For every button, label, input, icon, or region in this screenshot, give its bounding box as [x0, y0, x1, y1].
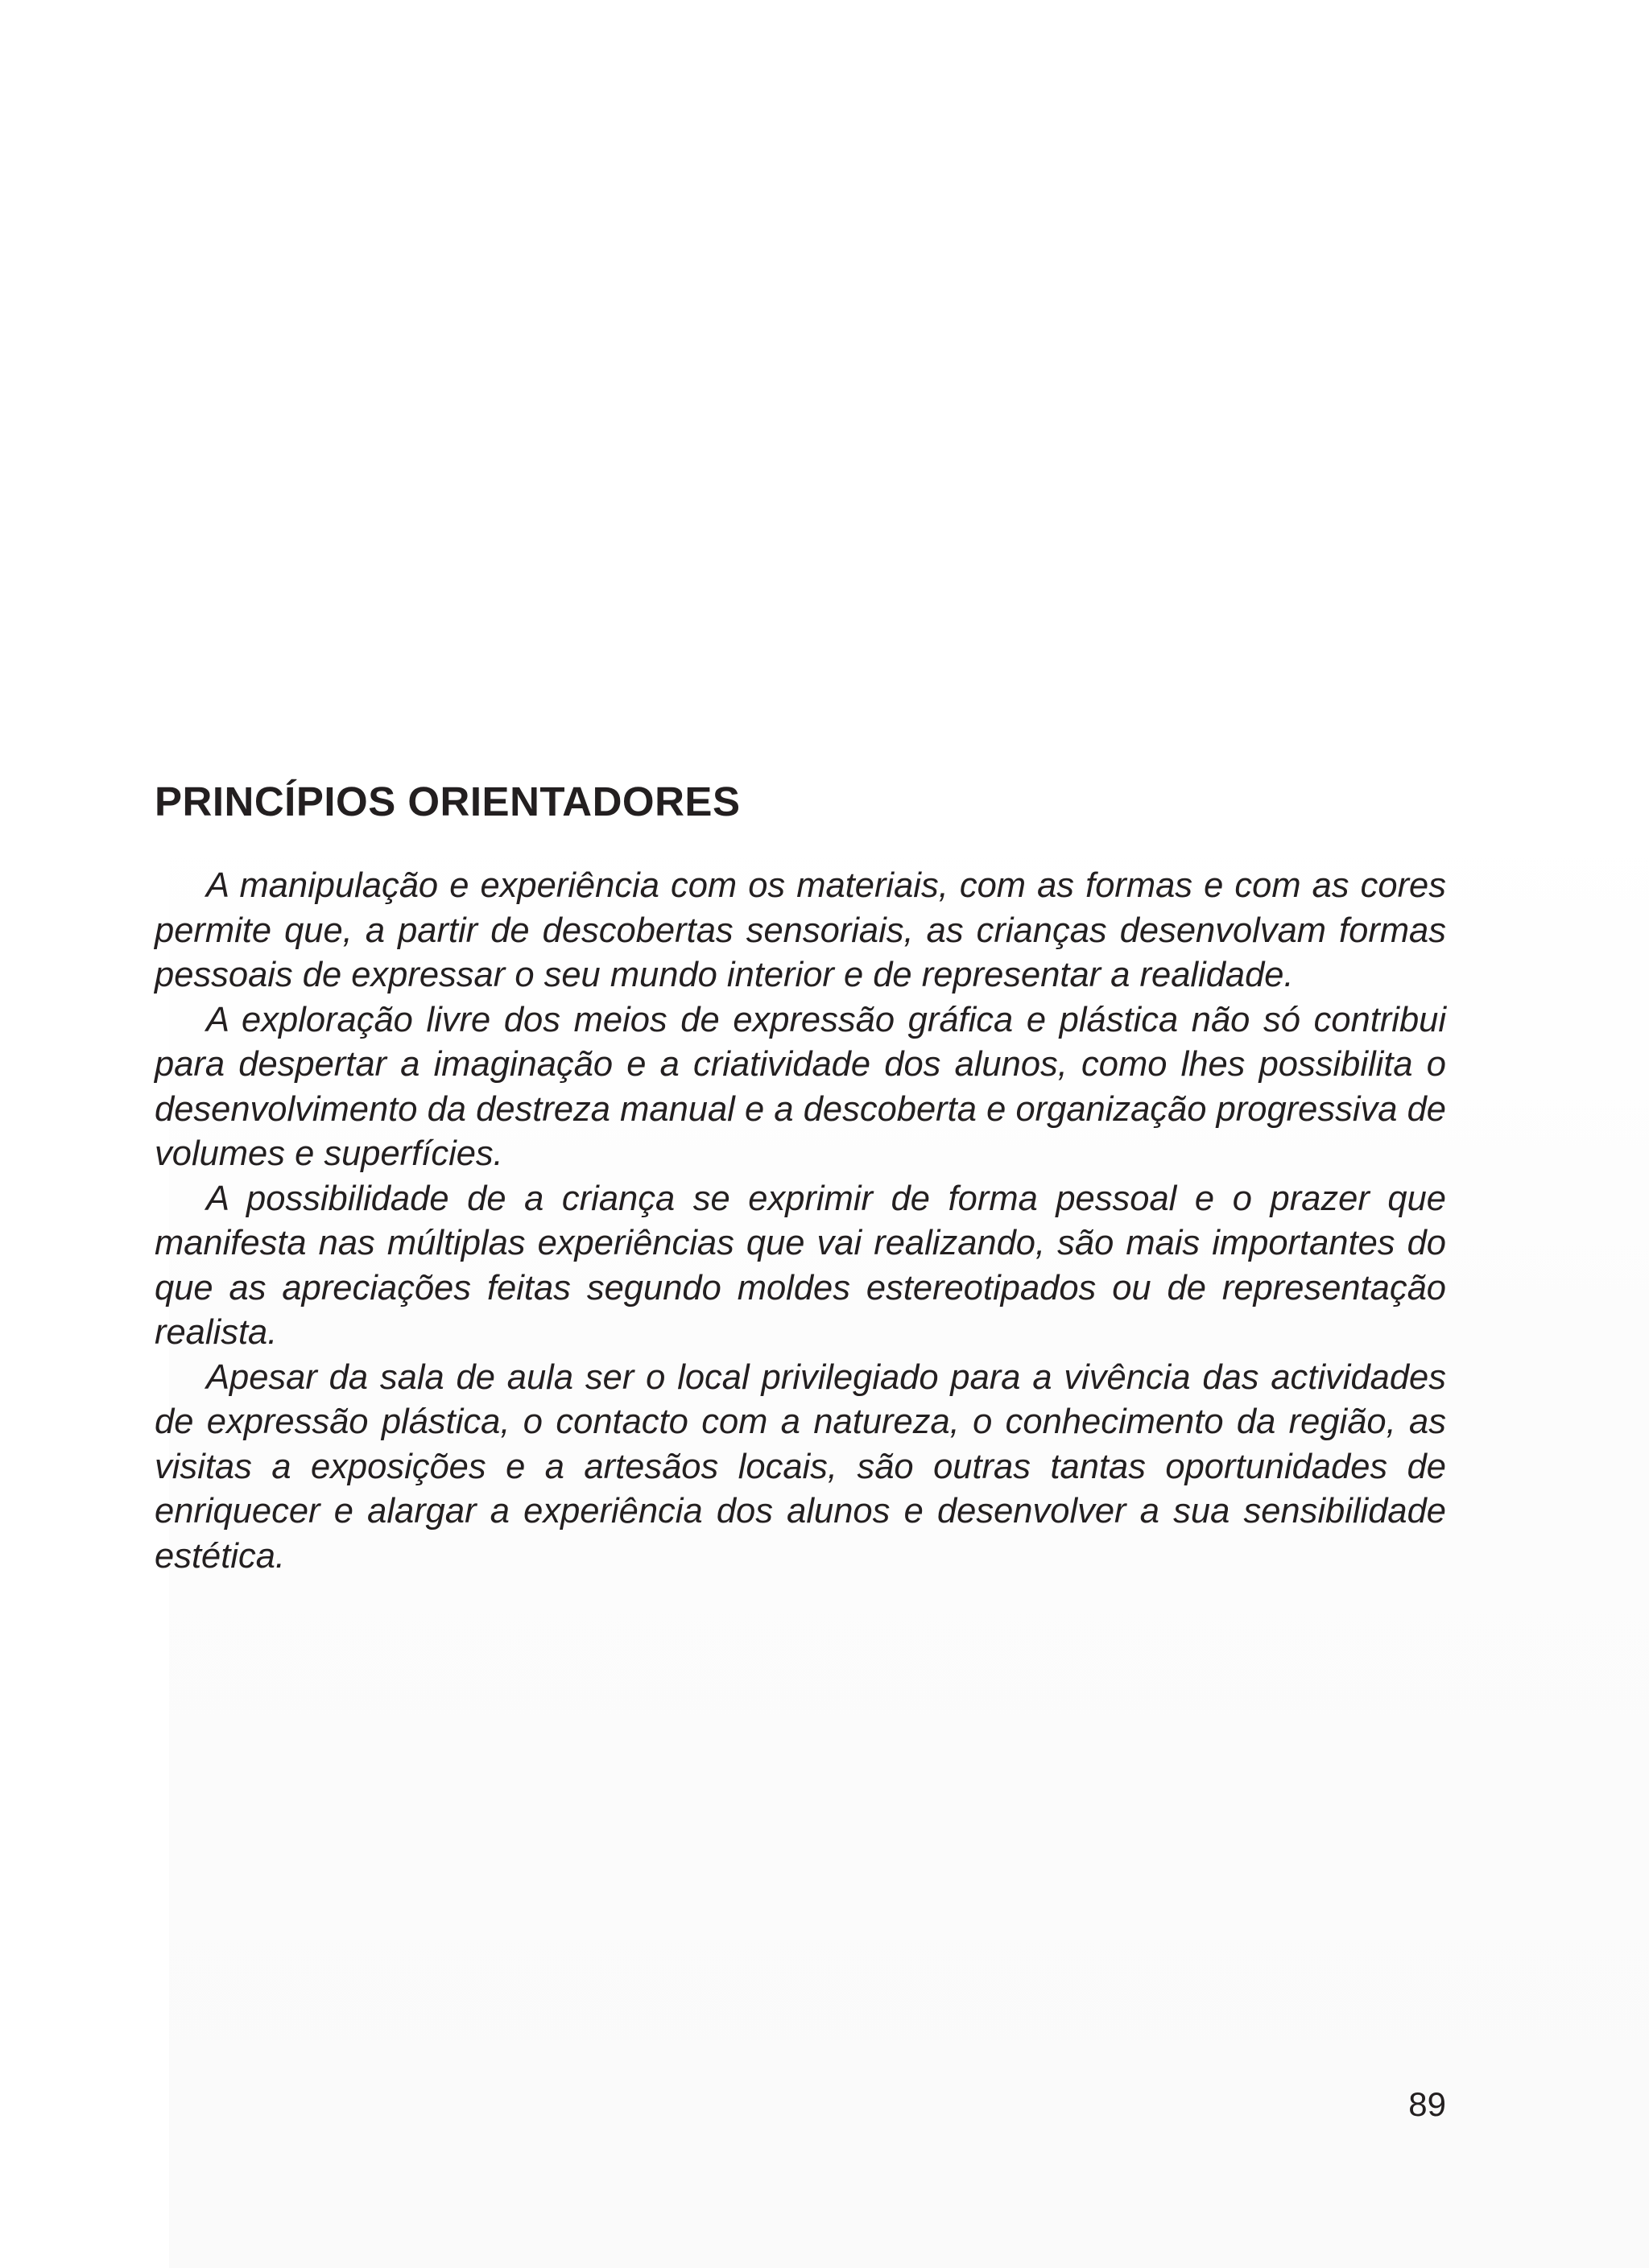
body-text [155, 864, 1446, 1579]
page-number: 89 [1408, 2085, 1446, 2123]
paragraph-classroom: Apesar da sala de aula ser o local privilegiado para a vivência das actividades de expressão plástica, o contacto com a natureza, o conhecimento da região, as visitas a exposições e a artesãos locais, são outras tantas oportunidades de enriquecer e alargar a experiência dos alunos e desenvolver a sua sensibilidade estética. [155, 1357, 1446, 1576]
section-heading: PRINCÍPIOS ORIENTADORES [155, 779, 741, 824]
paragraph-exploration: A exploração livre dos meios de expressão gráfica e plástica não só contribui para despertar a imaginação e a criatividade dos alunos, como lhes possibilita o desenvolvimento da destreza manual e a descoberta e organização progressiva de volumes e superfícies. [155, 1000, 1446, 1173]
paragraph-materials: A manipulação e experiência com os materiais, com as formas e com as cores permite que, a partir de descobertas sensoriais, as crianças desenvolvam formas pessoais de expressar o seu mundo interior e de representar a realidade. [155, 866, 1446, 994]
paragraph-expression: A possibilidade de a criança se exprimir de forma pessoal e o prazer que manifesta nas múltiplas experiências que vai realizando, são mais importantes do que as apreciações feitas segundo moldes estereotipados ou de representação realista. [155, 1179, 1446, 1352]
page-content [155, 775, 1446, 1579]
